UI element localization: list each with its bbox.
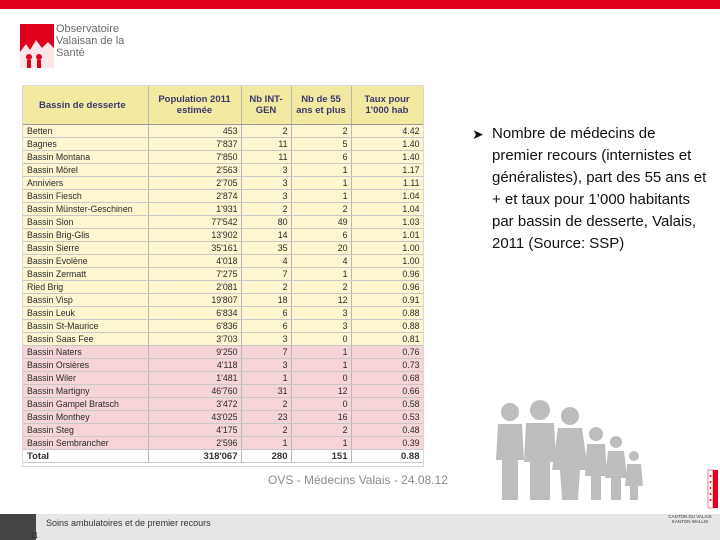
- cell-nb: 14: [241, 229, 291, 242]
- slide-caption: OVS - Médecins Valais - 24.08.12: [268, 473, 448, 487]
- cell-nb55: 1: [291, 437, 351, 450]
- cell-name: Ried Brig: [23, 281, 148, 294]
- cell-nb55: 20: [291, 242, 351, 255]
- table-row: [23, 177, 423, 190]
- cell-taux: 1.17: [351, 164, 423, 177]
- cell-taux: 0.53: [351, 411, 423, 424]
- cell-taux: 0.66: [351, 385, 423, 398]
- cell-pop: 1'481: [148, 372, 241, 385]
- cell-nb55: 0: [291, 372, 351, 385]
- table-row: [23, 190, 423, 203]
- cell-taux: 0.68: [351, 372, 423, 385]
- cell-nb: 2: [241, 281, 291, 294]
- cell-name: Bassin Wiler: [23, 372, 148, 385]
- table-row: [23, 138, 423, 151]
- cell-name: Bassin Monthey: [23, 411, 148, 424]
- header-nb-55: Nb de 55 ans et plus: [291, 86, 351, 125]
- table-row: [23, 437, 423, 450]
- cell-nb55: 3: [291, 307, 351, 320]
- cell-nb: 2: [241, 398, 291, 411]
- cell-nb: 2: [241, 203, 291, 216]
- page-number: 11: [30, 531, 39, 540]
- cell-pop: 2'705: [148, 177, 241, 190]
- cell-pop: 3'472: [148, 398, 241, 411]
- cell-pop: 4'175: [148, 424, 241, 437]
- cell-taux: 0.81: [351, 333, 423, 346]
- cell-nb55: 49: [291, 216, 351, 229]
- cell-nb: 80: [241, 216, 291, 229]
- cell-nb55: 16: [291, 411, 351, 424]
- cell-name: Bassin Brig-Glis: [23, 229, 148, 242]
- cell-nb55: 1: [291, 346, 351, 359]
- cell-taux: 1.01: [351, 229, 423, 242]
- cell-pop: 7'837: [148, 138, 241, 151]
- cell-taux: 0.88: [351, 320, 423, 333]
- table-row: [23, 359, 423, 372]
- cell-pop: 19'807: [148, 294, 241, 307]
- cell-nb: 23: [241, 411, 291, 424]
- cell-nb: 7: [241, 268, 291, 281]
- cell-nb: 35: [241, 242, 291, 255]
- cell-nb55: 3: [291, 320, 351, 333]
- cell-nb: 2: [241, 125, 291, 138]
- cell-nb55: 1: [291, 359, 351, 372]
- cell-nb: 1: [241, 372, 291, 385]
- canton-text: [660, 514, 720, 524]
- cell-name: Bassin Sierre: [23, 242, 148, 255]
- cell-name: Bassin Sembrancher: [23, 437, 148, 450]
- cell-pop: 2'596: [148, 437, 241, 450]
- cell-name: Bassin Leuk: [23, 307, 148, 320]
- cell-nb: 3: [241, 359, 291, 372]
- bullet-text: Nombre de médecins de premier recours (internistes et généralistes), part des 55 ans et + et taux pour 1’000 habitants par bassin de desserte, Valais, 2011 (Source: SSP): [492, 125, 707, 252]
- cell-nb: 11: [241, 138, 291, 151]
- table-row: [23, 268, 423, 281]
- cell-name: Bassin Orsières: [23, 359, 148, 372]
- total-pop: 318'067: [148, 450, 241, 463]
- table-row: [23, 164, 423, 177]
- cell-taux: 1.03: [351, 216, 423, 229]
- cell-pop: 7'850: [148, 151, 241, 164]
- cell-taux: 0.76: [351, 346, 423, 359]
- cell-nb55: 4: [291, 255, 351, 268]
- cell-taux: 0.48: [351, 424, 423, 437]
- cell-pop: 43'025: [148, 411, 241, 424]
- data-table-container: [22, 85, 424, 467]
- cell-nb55: 1: [291, 190, 351, 203]
- table-row: [23, 242, 423, 255]
- cell-taux: 0.96: [351, 281, 423, 294]
- family-silhouette-icon: [488, 400, 648, 502]
- canton-logo: [660, 468, 720, 538]
- cell-nb55: 0: [291, 398, 351, 411]
- table-row: [23, 333, 423, 346]
- cell-name: Bassin Fiesch: [23, 190, 148, 203]
- cell-nb55: 12: [291, 385, 351, 398]
- total-name: Total: [23, 450, 148, 463]
- cell-nb: 18: [241, 294, 291, 307]
- table-row: [23, 307, 423, 320]
- top-accent-bar: [0, 0, 720, 9]
- table-row: [23, 346, 423, 359]
- cell-pop: 35'161: [148, 242, 241, 255]
- cell-nb: 7: [241, 346, 291, 359]
- cell-nb: 11: [241, 151, 291, 164]
- cell-name: Bassin Gampel Bratsch: [23, 398, 148, 411]
- cell-pop: 46'760: [148, 385, 241, 398]
- cell-taux: 0.96: [351, 268, 423, 281]
- cell-name: Bassin Naters: [23, 346, 148, 359]
- header-bassin: Bassin de desserte: [23, 86, 148, 125]
- table-row: [23, 385, 423, 398]
- cell-pop: 2'081: [148, 281, 241, 294]
- table-row: [23, 398, 423, 411]
- cell-taux: 0.58: [351, 398, 423, 411]
- canton-line-2: KANTON WALLIS: [671, 519, 709, 524]
- cell-pop: 7'275: [148, 268, 241, 281]
- cell-nb: 4: [241, 255, 291, 268]
- cell-name: Bassin Mörel: [23, 164, 148, 177]
- total-nb: 280: [241, 450, 291, 463]
- header-taux: Taux pour 1'000 hab: [351, 86, 423, 125]
- cell-pop: 2'874: [148, 190, 241, 203]
- header-population: Population 2011 estimée: [148, 86, 241, 125]
- cell-nb55: 0: [291, 333, 351, 346]
- cell-name: Bassin Zermatt: [23, 268, 148, 281]
- cell-name: Bassin Sion: [23, 216, 148, 229]
- cell-name: Bassin Münster-Geschinen: [23, 203, 148, 216]
- cell-pop: 6'836: [148, 320, 241, 333]
- cell-nb: 31: [241, 385, 291, 398]
- header-nb-int-gen: Nb INT-GEN: [241, 86, 291, 125]
- canton-flag-icon: [660, 468, 720, 512]
- table-total-row: [23, 450, 423, 463]
- cell-name: Bassin Evolène: [23, 255, 148, 268]
- cell-nb55: 2: [291, 424, 351, 437]
- cell-name: Betten: [23, 125, 148, 138]
- table-row: [23, 294, 423, 307]
- cell-taux: 4.42: [351, 125, 423, 138]
- cell-nb: 3: [241, 190, 291, 203]
- cell-pop: 2'563: [148, 164, 241, 177]
- cell-pop: 1'931: [148, 203, 241, 216]
- table-row: [23, 151, 423, 164]
- cell-nb55: 2: [291, 281, 351, 294]
- cell-taux: 1.00: [351, 242, 423, 255]
- cell-nb: 2: [241, 424, 291, 437]
- table-row: [23, 411, 423, 424]
- cell-name: Bagnes: [23, 138, 148, 151]
- arrow-bullet-icon: ➤: [472, 126, 484, 142]
- cell-taux: 0.88: [351, 307, 423, 320]
- bassin-table: [23, 86, 424, 463]
- cell-taux: 0.73: [351, 359, 423, 372]
- cell-name: Bassin Steg: [23, 424, 148, 437]
- table-row: [23, 281, 423, 294]
- cell-nb: 1: [241, 437, 291, 450]
- table-row: [23, 216, 423, 229]
- cell-pop: 4'118: [148, 359, 241, 372]
- cell-nb: 3: [241, 164, 291, 177]
- footer-title: Soins ambulatoires et de premier recours: [46, 518, 211, 528]
- table-row: [23, 320, 423, 333]
- cell-nb55: 1: [291, 177, 351, 190]
- table-row: [23, 203, 423, 216]
- cell-nb: 6: [241, 307, 291, 320]
- cell-taux: 1.40: [351, 151, 423, 164]
- table-body: [23, 125, 423, 463]
- cell-taux: 1.00: [351, 255, 423, 268]
- canton-line-1: CANTON DU VALAIS: [668, 514, 712, 519]
- cell-nb55: 2: [291, 203, 351, 216]
- cell-pop: 13'902: [148, 229, 241, 242]
- cell-nb55: 6: [291, 151, 351, 164]
- table-row: [23, 255, 423, 268]
- cell-taux: 1.11: [351, 177, 423, 190]
- cell-nb: 6: [241, 320, 291, 333]
- logo-line: Valaisan de la: [56, 35, 125, 47]
- table-row: [23, 125, 423, 138]
- cell-name: Bassin St-Maurice: [23, 320, 148, 333]
- cell-taux: 1.04: [351, 203, 423, 216]
- cell-pop: 6'834: [148, 307, 241, 320]
- cell-name: Bassin Martigny: [23, 385, 148, 398]
- cell-pop: 9'250: [148, 346, 241, 359]
- cell-taux: 0.91: [351, 294, 423, 307]
- cell-nb: 3: [241, 177, 291, 190]
- cell-pop: 3'703: [148, 333, 241, 346]
- cell-taux: 0.39: [351, 437, 423, 450]
- cell-name: Anniviers: [23, 177, 148, 190]
- cell-nb: 3: [241, 333, 291, 346]
- table-row: [23, 229, 423, 242]
- table-row: [23, 424, 423, 437]
- cell-nb55: 12: [291, 294, 351, 307]
- cell-name: Bassin Visp: [23, 294, 148, 307]
- ovs-logo: [20, 18, 132, 68]
- logo-text: [56, 23, 124, 59]
- cell-nb55: 1: [291, 268, 351, 281]
- cell-nb55: 2: [291, 125, 351, 138]
- cell-name: Bassin Montana: [23, 151, 148, 164]
- cell-pop: 4'018: [148, 255, 241, 268]
- cell-pop: 453: [148, 125, 241, 138]
- cell-pop: 77'542: [148, 216, 241, 229]
- cell-nb55: 5: [291, 138, 351, 151]
- table-row: [23, 372, 423, 385]
- total-nb55: 151: [291, 450, 351, 463]
- cell-taux: 1.04: [351, 190, 423, 203]
- cell-nb55: 6: [291, 229, 351, 242]
- total-taux: 0.88: [351, 450, 423, 463]
- cell-taux: 1.40: [351, 138, 423, 151]
- logo-line: Observatoire: [56, 23, 119, 35]
- table-header-row: [23, 86, 423, 125]
- cell-nb55: 1: [291, 164, 351, 177]
- cell-name: Bassin Saas Fee: [23, 333, 148, 346]
- logo-silhouette-icon: [20, 24, 54, 68]
- logo-line: Santé: [56, 47, 85, 59]
